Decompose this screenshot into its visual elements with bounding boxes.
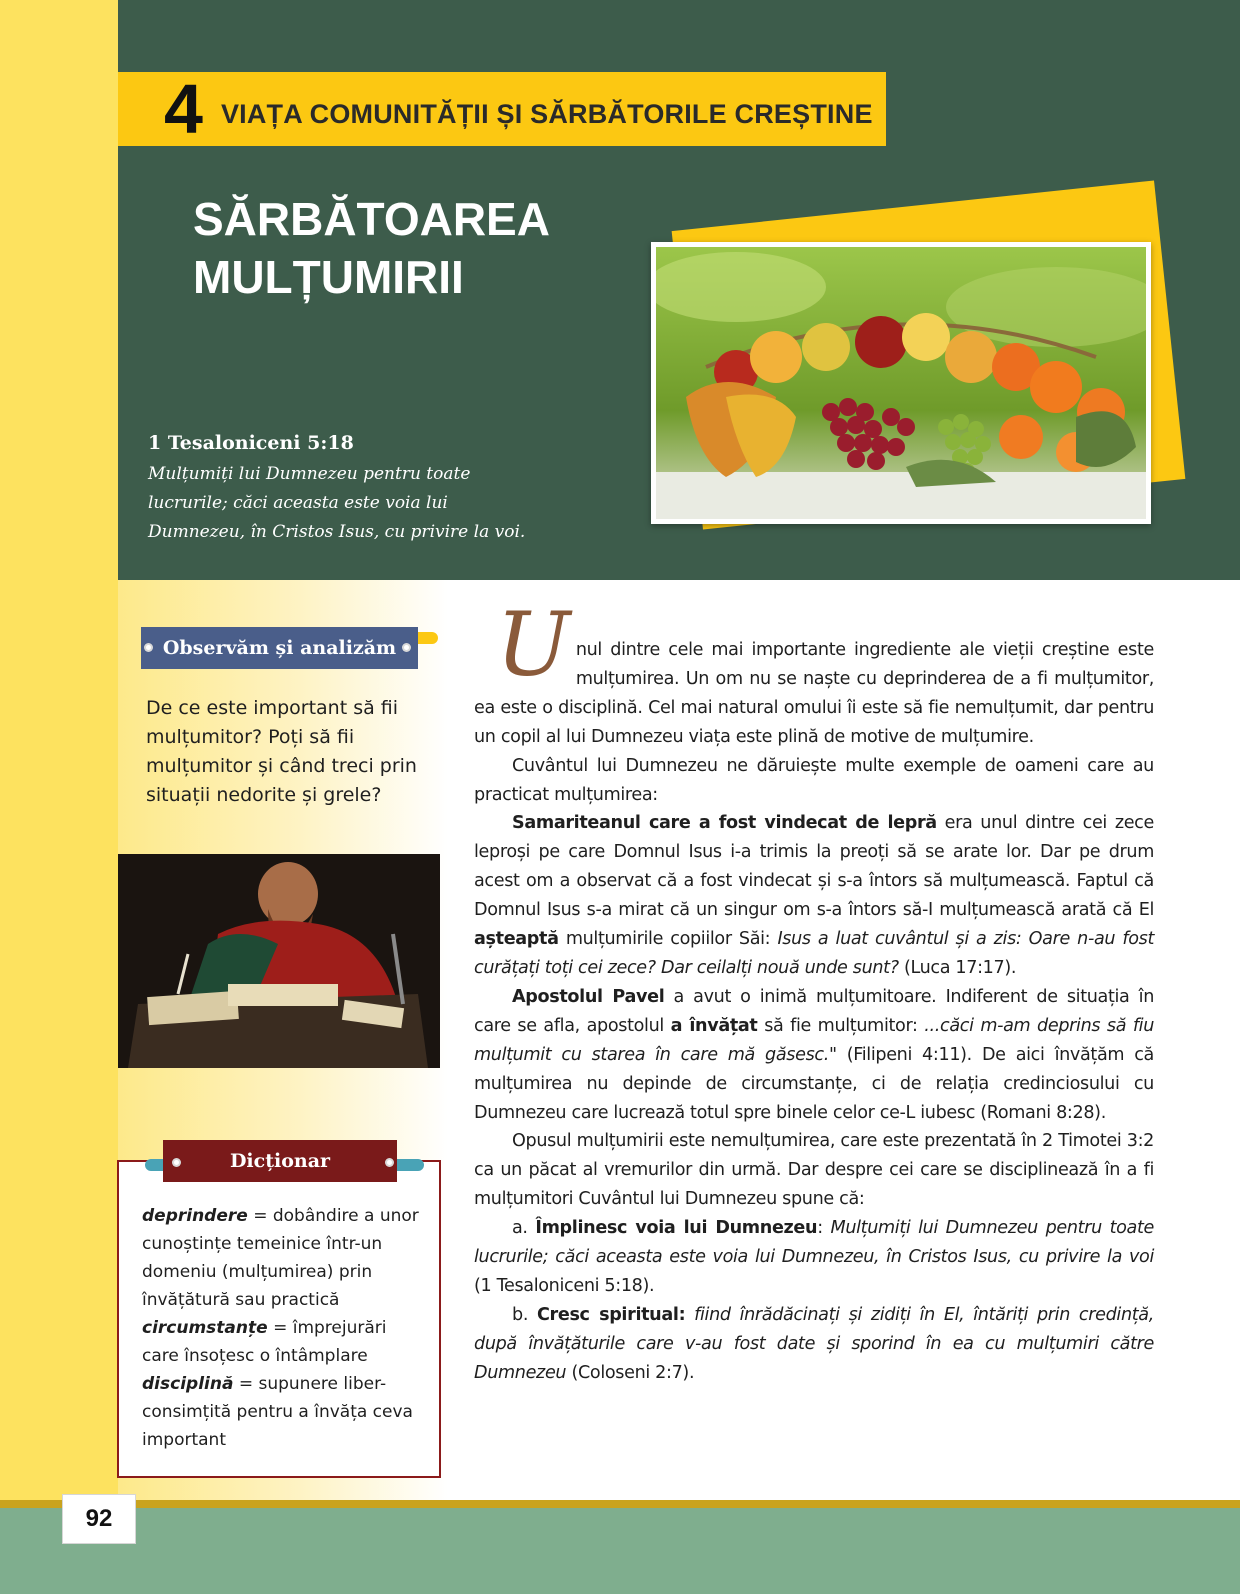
tab-dot-right <box>402 643 411 652</box>
dictionary-box <box>117 1160 441 1478</box>
reference: (Luca 17:17). <box>898 957 1017 978</box>
text: să fie mulțumitor: <box>757 1015 925 1036</box>
paragraph-samaritan <box>474 809 1154 982</box>
dictionary-term: circumstanțe <box>142 1318 268 1338</box>
footer-stripe <box>0 1500 1240 1508</box>
verse-line: Dumnezeu, în Cristos Isus, cu privire la voi. <box>148 522 526 542</box>
point-b <box>474 1301 1154 1388</box>
highlight: așteaptă <box>474 929 559 950</box>
highlight: Samariteanul care a fost vindecat de lepră <box>512 813 937 834</box>
point-a <box>474 1214 1154 1301</box>
fruit-basket-image <box>656 247 1146 519</box>
left-yellow-strip <box>0 0 118 1500</box>
chapter-banner <box>118 72 886 146</box>
paragraph: Cuvântul lui Dumnezeu ne dăruiește multe exemple de oameni care au practicat mulțumirea: <box>474 755 1154 805</box>
observe-tab <box>141 627 418 669</box>
quote: fiind înrădăcinați și zidiți în El, întăriți prin credință, după învățăturile care v-au fost date și sporind în ea cu mulțumiri către Dumnezeu <box>474 1304 1154 1383</box>
quote: ...căci m-am deprins să fiu mulțumit cu starea în care mă găsesc." <box>474 1015 1154 1065</box>
apostle-paul-painting <box>118 854 440 1068</box>
quote: Mulțumiți lui Dumnezeu pentru toate lucrurile; căci aceasta este voia lui Dumnezeu, în Cristos Isus, cu privire la voi <box>474 1218 1155 1268</box>
highlight: Împlinesc voia lui Dumnezeu <box>535 1218 818 1239</box>
text: a avut o inimă mulțumitoare. Indiferent de situația în care se afla, apostolul <box>474 986 1154 1036</box>
dictionary-tab-label: Dicționar <box>229 1150 331 1172</box>
painting-image <box>118 854 440 1068</box>
dictionary-entry <box>142 1314 427 1370</box>
tab-dot-right <box>385 1158 394 1167</box>
dictionary-term: deprindere <box>142 1206 248 1226</box>
text: (Filipeni 4:11). De aici învățăm că mulțumirea nu depinde de circumstanțe, ci de relația credinciosului cu Dumnezeu care lucrează totul spre binele celor ce-L iubesc (Romani 8:28). <box>474 1044 1154 1123</box>
highlight: a învățat <box>670 1015 758 1036</box>
chapter-number: 4 <box>164 70 203 148</box>
dictionary-definition: = supunere liber-consimțită pentru a învăța ceva important <box>142 1374 413 1450</box>
observe-tab-label: Observăm și analizăm <box>162 637 397 659</box>
dictionary-entry <box>142 1370 427 1454</box>
quote: Isus a luat cuvântul și a zis: Oare n-au fost curățați toți cei zece? Dar ceilalți nouă unde sunt? <box>474 929 1154 978</box>
tab-dot-left <box>144 643 153 652</box>
verse-text <box>148 460 588 547</box>
dictionary-term: disciplină <box>142 1374 234 1394</box>
verse-line: Mulțumiți lui Dumnezeu pentru toate <box>148 464 471 484</box>
lesson-title-line2: MULȚUMIRII <box>193 251 464 303</box>
fruit-basket-photo <box>651 242 1151 524</box>
dictionary-entry <box>142 1202 427 1314</box>
reference: (Coloseni 2:7). <box>566 1362 695 1383</box>
dictionary-definition: = împrejurări care însoțesc o întâmplare <box>142 1318 387 1366</box>
dictionary-tab <box>163 1140 397 1182</box>
paragraph-intro <box>474 593 1154 752</box>
lesson-title-line1: SĂRBĂTOAREA <box>193 193 550 245</box>
footer-bar <box>0 1508 1240 1594</box>
tab-dot-left <box>172 1158 181 1167</box>
paragraph: Opusul mulțumirii este nemulțumirea, care este prezentată în 2 Timotei 3:2 ca un păcat al vremurilor din urmă. Dar despre cei care se disciplinează în a fi mulțumitori Cuvântul lui Dumnezeu spune că: <box>474 1131 1154 1210</box>
chapter-title: VIAȚA COMUNITĂȚII ȘI SĂRBĂTORILE CREȘTINE <box>220 98 873 129</box>
point-label: a. <box>512 1218 536 1239</box>
text: era unul dintre cei zece leproși pe care Domnul Isus i-a trimis la preoți să se arate lor. Dar pe drum acest om a observat că a fost vindecat și s-a întors să mulțumească. Faptul că Domnul Isus s-a mirat că un singur om s-a întors să-I mulțumească arată că El <box>474 813 1154 921</box>
paragraph-text: nul dintre cele mai importante ingrediente ale vieții creștine este mulțumirea. Un om nu se naște cu deprinderea de a fi mulțumitor, ea este o disciplină. Cel mai natural omului îi este să fie nemulțumit, dar pentru un copil al lui Dumnezeu viața este plină de motive de mulțumire. <box>474 640 1154 747</box>
key-verse <box>148 432 588 547</box>
drop-cap: U <box>496 593 570 696</box>
lesson-title <box>193 190 613 306</box>
point-label: b. <box>512 1304 537 1325</box>
reference: (1 Tesaloniceni 5:18). <box>474 1275 655 1296</box>
dictionary-definition: = dobândire a unor cunoștințe temeinice într-un domeniu (mulțumirea) prin învățătură sau practică <box>142 1206 419 1310</box>
observe-question: De ce este important să fii mulțumitor? Poți să fii mulțumitor și când treci prin situații nedorite și grele? <box>146 697 417 806</box>
highlight: Cresc spiritual: <box>536 1304 686 1325</box>
main-article <box>474 593 1155 1388</box>
highlight: Apostolul Pavel <box>512 986 665 1007</box>
text: : <box>817 1218 831 1239</box>
verse-reference: 1 Tesaloniceni 5:18 <box>148 432 354 454</box>
text: mulțumirile copiilor Săi: <box>558 929 778 950</box>
paragraph-paul <box>474 983 1154 1128</box>
verse-line: lucrurile; căci aceasta este voia lui <box>148 493 448 513</box>
page-number: 92 <box>62 1494 136 1544</box>
